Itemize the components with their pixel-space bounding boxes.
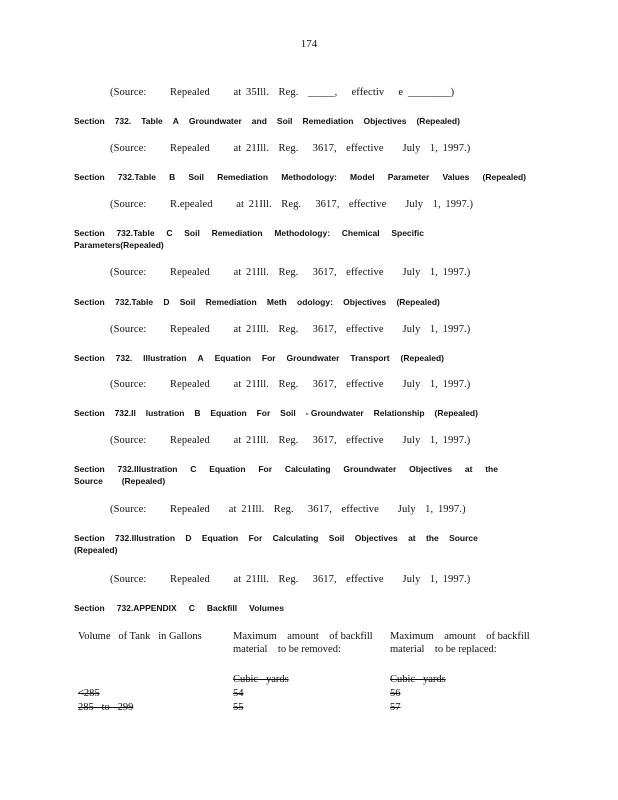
heading-word: lustration: [145, 408, 185, 418]
unit-replaced: Cubic yards: [390, 674, 446, 685]
section-heading: [74, 116, 460, 126]
heading-word: Section: [74, 353, 105, 363]
section-heading: [74, 297, 440, 307]
heading-word: Source: [449, 533, 478, 543]
source-note: (Source: Repealed at 21Ill. Reg. 3617, effective July 1, 1997.): [110, 435, 471, 446]
table-header-volume: Volume of Tank in Gallons: [78, 631, 202, 642]
heading-word: Meth: [266, 297, 287, 307]
heading-word: Groundwater: [188, 116, 242, 126]
source-note: (Source: Repealed at 21Ill. Reg. 3617, effective July 1, 1997.): [110, 504, 466, 515]
heading-word: B: [194, 408, 201, 418]
page-number: 174: [300, 38, 318, 50]
heading-word: Section: [74, 228, 105, 238]
heading-word: odology:: [297, 297, 333, 307]
heading-word: 732.Table: [117, 172, 156, 182]
heading-word: Remediation: [217, 172, 269, 182]
heading-word: Objectives: [343, 297, 387, 307]
heading-word: Transport: [350, 353, 390, 363]
source-note-first: (Source: Repealed at 35Ill. Reg. _____, effectiv e ________): [110, 87, 455, 98]
source-note: (Source: Repealed at 21Ill. Reg. 3617, effective July 1, 1997.): [110, 324, 471, 335]
heading-word: Model: [350, 172, 375, 182]
heading-word: C: [188, 603, 195, 613]
source-note: (Source: R.epealed at 21Ill. Reg. 3617, effective July 1, 1997.): [110, 199, 474, 210]
heading-word: 732.Table: [114, 297, 154, 307]
section-heading: [74, 464, 498, 474]
section-heading-continued: Parameters(Repealed): [74, 240, 164, 250]
heading-word: the: [425, 533, 439, 543]
row2-volume: 285 to 299: [78, 702, 134, 713]
heading-word: Remediation: [205, 297, 257, 307]
heading-word: 732.Illustration: [117, 464, 178, 474]
heading-word: Section: [74, 116, 105, 126]
section-heading: [74, 353, 444, 363]
heading-word: Illustration: [143, 353, 187, 363]
heading-word: Methodology:: [274, 228, 331, 238]
heading-word: Specific: [391, 228, 424, 238]
heading-word: Remediation: [211, 228, 263, 238]
heading-word: 732.: [114, 116, 132, 126]
heading-word: Equation: [210, 408, 247, 418]
heading-word: Groundwater: [343, 464, 397, 474]
heading-word: D: [185, 533, 192, 543]
heading-word: Equation: [214, 353, 251, 363]
row2-removed: 55: [233, 702, 244, 713]
heading-word: Objectives: [363, 116, 407, 126]
heading-word: (Repealed): [396, 297, 440, 307]
heading-word: Values: [442, 172, 470, 182]
heading-word: B: [169, 172, 176, 182]
heading-word: D: [163, 297, 170, 307]
row1-volume: <285: [78, 688, 100, 699]
heading-word: Section: [74, 172, 105, 182]
heading-word: Volumes: [249, 603, 284, 613]
heading-word: 732.Illustration: [115, 533, 176, 543]
heading-word: A: [172, 116, 179, 126]
table-header-removed-line1: Maximum amount of backfill: [233, 631, 373, 642]
heading-word: Backfill: [206, 603, 238, 613]
source-note: (Source: Repealed at 21Ill. Reg. 3617, effective July 1, 1997.): [110, 574, 471, 585]
heading-word: Section: [74, 297, 105, 307]
table-header-replaced-line2: material to be replaced:: [390, 644, 497, 655]
heading-word: (Repealed): [482, 172, 526, 182]
heading-word: Section: [74, 464, 105, 474]
heading-word: and: [251, 116, 267, 126]
heading-word: Soil: [184, 228, 200, 238]
heading-word: C: [190, 464, 197, 474]
section-heading: [74, 533, 478, 543]
heading-word: - Groundwater: [305, 408, 364, 418]
heading-word: For: [261, 353, 276, 363]
heading-word: For: [248, 533, 263, 543]
section-heading-continued: Source (Repealed): [74, 476, 166, 486]
table-header-removed-line2: material to be removed:: [233, 644, 341, 655]
table-header-replaced-line1: Maximum amount of backfill: [390, 631, 530, 642]
heading-word: at: [464, 464, 473, 474]
section-heading: [74, 172, 526, 182]
heading-word: Methodology:: [281, 172, 337, 182]
heading-word: 732.: [115, 353, 133, 363]
heading-word: Section: [74, 533, 105, 543]
heading-word: Equation: [201, 533, 239, 543]
heading-word: Groundwater: [286, 353, 340, 363]
heading-word: Soil: [328, 533, 345, 543]
source-note: (Source: Repealed at 21Ill. Reg. 3617, effective July 1, 1997.): [110, 267, 471, 278]
heading-word: Calculating: [284, 464, 331, 474]
heading-word: Equation: [209, 464, 246, 474]
heading-word: Relationship: [373, 408, 425, 418]
heading-word: Remediation: [302, 116, 354, 126]
row1-removed: 54: [233, 688, 244, 699]
heading-word: For: [256, 408, 271, 418]
heading-word: at: [408, 533, 416, 543]
heading-word: C: [166, 228, 173, 238]
section-heading-continued: (Repealed): [74, 545, 118, 555]
heading-word: Soil: [188, 172, 204, 182]
unit-removed: Cubic yards: [233, 674, 289, 685]
heading-word: 732.Il: [114, 408, 136, 418]
heading-word: Soil: [179, 297, 196, 307]
source-note: (Source: Repealed at 21Ill. Reg. 3617, effective July 1, 1997.): [110, 143, 471, 154]
row1-replaced: 56: [390, 688, 401, 699]
heading-word: 732.APPENDIX: [116, 603, 177, 613]
heading-word: (Repealed): [434, 408, 478, 418]
heading-word: A: [197, 353, 204, 363]
source-note: (Source: Repealed at 21Ill. Reg. 3617, effective July 1, 1997.): [110, 379, 471, 390]
heading-word: Table: [141, 116, 163, 126]
section-heading: [74, 228, 424, 238]
heading-word: the: [485, 464, 498, 474]
heading-word: For: [258, 464, 273, 474]
heading-word: Chemical: [341, 228, 380, 238]
heading-word: Objectives: [409, 464, 453, 474]
heading-word: Objectives: [354, 533, 398, 543]
section-heading: [74, 603, 284, 613]
heading-word: (Repealed): [400, 353, 444, 363]
heading-word: Parameter: [387, 172, 430, 182]
heading-word: Soil: [276, 116, 293, 126]
heading-word: (Repealed): [416, 116, 460, 126]
section-heading: [74, 408, 478, 418]
heading-word: 732.Table: [116, 228, 155, 238]
heading-word: Soil: [280, 408, 296, 418]
heading-word: Section: [74, 408, 105, 418]
heading-word: Calculating: [272, 533, 319, 543]
row2-replaced: 57: [390, 702, 401, 713]
heading-word: Section: [74, 603, 105, 613]
